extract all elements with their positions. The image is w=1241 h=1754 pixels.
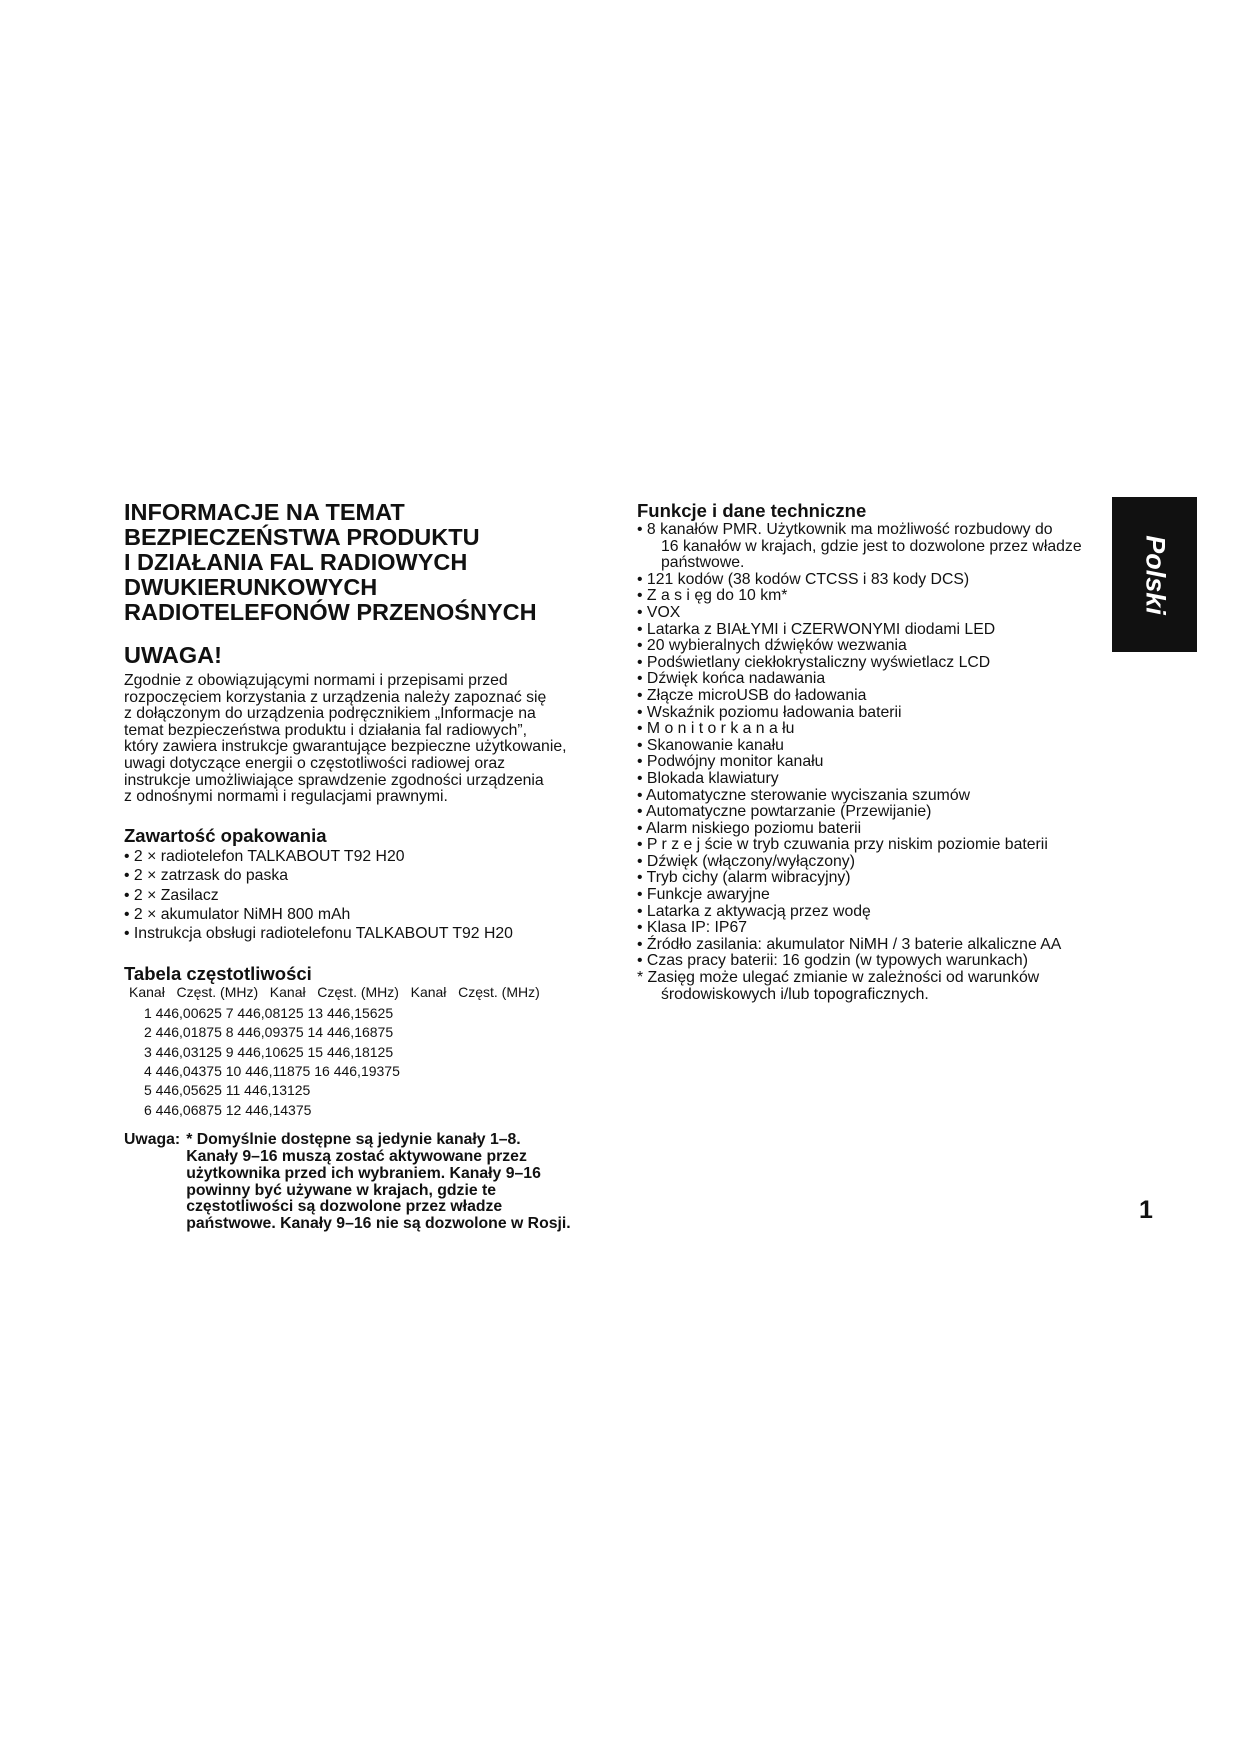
feature-continuation: 16 kanałów w krajach, gdzie jest to dozwolone przez władze xyxy=(661,537,1082,555)
frequency-table-heading: Tabela częstotliwości xyxy=(124,962,312,984)
feature-item: • 121 kodów (38 kodów CTCSS i 83 kody DCS) xyxy=(637,570,970,588)
feature-text: • 8 kanałów PMR. Użytkownik ma możliwość rozbudowy do xyxy=(637,521,1053,538)
warning-text xyxy=(124,673,624,806)
package-contents-section xyxy=(124,825,624,944)
feature-item: • Latarka z BIAŁYMI i CZERWONYMI diodami LED xyxy=(637,620,996,638)
title-line: INFORMACJE NA TEMAT xyxy=(124,499,405,525)
feature-item: • Blokada klawiatury xyxy=(637,769,779,787)
table-row: 2 446,01875 8 446,09375 14 446,16875 xyxy=(144,1024,394,1041)
table-row: 1 446,00625 7 446,08125 13 446,15625 xyxy=(144,1004,394,1021)
features-list xyxy=(637,522,1157,1003)
feature-item: • Latarka z aktywacją przez wodę xyxy=(637,902,871,920)
list-item: • Instrukcja obsługi radiotelefonu TALKABOUT T92 H20 xyxy=(124,925,513,943)
page-number: 1 xyxy=(1139,1196,1153,1224)
title-line: DWUKIERUNKOWYCH xyxy=(124,574,378,600)
warning-line: uwagi dotyczące energii o częstotliwości radiowej oraz xyxy=(124,754,506,772)
package-contents-heading: Zawartość opakowania xyxy=(124,824,327,846)
feature-item: • Automatyczne powtarzanie (Przewijanie) xyxy=(637,803,932,821)
note-line: częstotliwości są dozwolone przez władze xyxy=(186,1198,503,1216)
feature-item: • VOX xyxy=(637,603,681,621)
note-line: * Domyślnie dostępne są jedynie kanały 1–8. xyxy=(186,1131,521,1149)
feature-item: • Podświetlany ciekłokrystaliczny wyświetlacz LCD xyxy=(637,653,991,671)
language-tab-label: Polski xyxy=(1140,534,1170,615)
warning-line: Zgodnie z obowiązującymi normami i przepisami przed xyxy=(124,672,508,689)
feature-item: • Dźwięk (włączony/wyłączony) xyxy=(637,852,855,870)
list-item: • 2 × Zasilacz xyxy=(124,886,219,904)
table-row: 4 446,04375 10 446,11875 16 446,19375 xyxy=(144,1063,400,1079)
feature-item: • Z a s i ęg do 10 km* xyxy=(637,587,788,605)
feature-item: • M o n i t o r k a n a łu xyxy=(637,720,795,738)
feature-item xyxy=(637,522,1157,572)
title-line: I DZIAŁANIA FAL RADIOWYCH xyxy=(124,549,468,575)
feature-item: • Wskaźnik poziomu ładowania baterii xyxy=(637,703,902,721)
feature-continuation: środowiskowych i/lub topograficznych. xyxy=(661,985,929,1003)
feature-item: • Tryb cichy (alarm wibracyjny) xyxy=(637,869,851,887)
warning-line: rozpoczęciem korzystania z urządzenia należy zapoznać się xyxy=(124,688,547,706)
note-block xyxy=(124,1132,624,1233)
frequency-table-header: Kanał Częst. (MHz) Kanał Częst. (MHz) Kanał Częst. (MHz) xyxy=(129,983,540,1000)
warning-line: który zawiera instrukcje gwarantujące bezpieczne użytkowanie, xyxy=(124,738,567,756)
note-line: użytkownika przed ich wybraniem. Kanały 9–16 xyxy=(186,1164,541,1182)
package-contents-list xyxy=(124,847,624,944)
feature-item: • P r z e j ście w tryb czuwania przy niskim poziomie baterii xyxy=(637,836,1048,854)
language-tab xyxy=(1112,497,1197,652)
feature-item: • Złącze microUSB do ładowania xyxy=(637,686,867,704)
table-row: 5 446,05625 11 446,13125 xyxy=(144,1082,311,1099)
page-title xyxy=(124,500,624,625)
note-line: Kanały 9–16 muszą zostać aktywowane przez xyxy=(186,1148,527,1166)
feature-item: • Źródło zasilania: akumulator NiMH / 3 baterie alkaliczne AA xyxy=(637,935,1062,953)
warning-line: instrukcje umożliwiające sprawdzenie zgodności urządzenia xyxy=(124,771,544,789)
feature-item: • 20 wybieralnych dźwięków wezwania xyxy=(637,637,907,655)
feature-text: * Zasięg może ulegać zmianie w zależności od warunków xyxy=(637,969,1040,987)
title-line: BEZPIECZEŃSTWA PRODUKTU xyxy=(124,524,480,550)
warning-line: temat bezpieczeństwa produktu i działania fal radiowych”, xyxy=(124,721,528,739)
feature-item: • Czas pracy baterii: 16 godzin (w typowych warunkach) xyxy=(637,952,1028,970)
right-column xyxy=(637,500,1157,1003)
warning-line: z dołączonym do urządzenia podręcznikiem „Informacje na xyxy=(124,705,536,723)
feature-item: • Alarm niskiego poziomu baterii xyxy=(637,819,862,837)
list-item: • 2 × zatrzask do paska xyxy=(124,867,289,885)
note-text xyxy=(186,1132,571,1233)
feature-item: • Klasa IP: IP67 xyxy=(637,919,748,937)
features-heading: Funkcje i dane techniczne xyxy=(637,500,867,521)
table-row: 6 446,06875 12 446,14375 xyxy=(144,1101,312,1118)
note-line: powinny być używane w krajach, gdzie te xyxy=(186,1181,497,1199)
feature-item: • Podwójny monitor kanału xyxy=(637,753,824,771)
frequency-table-section xyxy=(124,963,624,1120)
note-line: państwowe. Kanały 9–16 nie są dozwolone w Rosji. xyxy=(186,1215,571,1233)
feature-item: • Automatyczne sterowanie wyciszania szumów xyxy=(637,786,971,804)
feature-continuation: państwowe. xyxy=(661,554,745,572)
warning-line: z odnośnymi normami i regulacjami prawnymi. xyxy=(124,788,448,806)
feature-item: • Dźwięk końca nadawania xyxy=(637,670,826,688)
warning-heading: UWAGA! xyxy=(124,642,222,668)
frequency-table-body xyxy=(124,1004,624,1120)
table-row: 3 446,03125 9 446,10625 15 446,18125 xyxy=(144,1043,394,1060)
title-line: RADIOTELEFONÓW PRZENOŚNYCH xyxy=(124,599,537,625)
list-item: • 2 × akumulator NiMH 800 mAh xyxy=(124,905,351,923)
feature-item: • Funkcje awaryjne xyxy=(637,886,770,904)
left-column xyxy=(124,500,624,1233)
list-item: • 2 × radiotelefon TALKABOUT T92 H20 xyxy=(124,847,405,865)
note-label: Uwaga: xyxy=(124,1131,181,1149)
feature-item: • Skanowanie kanału xyxy=(637,736,784,754)
feature-item xyxy=(637,970,1157,1003)
